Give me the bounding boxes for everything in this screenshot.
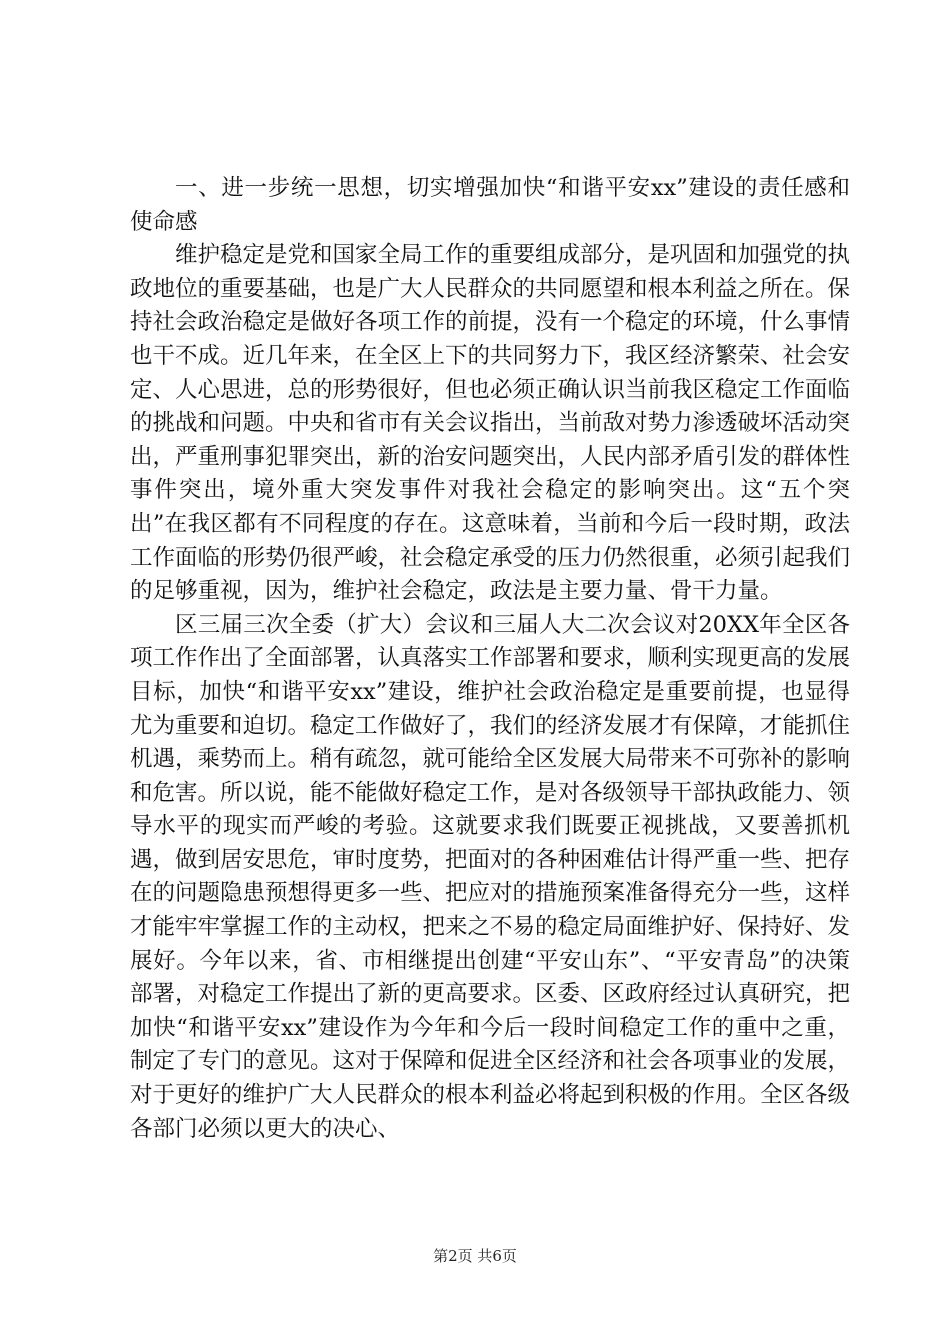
- body-paragraph: 维护稳定是党和国家全局工作的重要组成部分，是巩固和加强党的执政地位的重要基础，也是广大人民群众的共同愿望和根本利益之所在。保持社会政治稳定是做好各项工作的前提，没有一个稳定的环境，什么事情也干不成。近几年来，在全区上下的共同努力下，我区经济繁荣、社会安定、人心思进，总的形势很好，但也必须正确认识当前我区稳定工作面临的挑战和问题。中央和省市有关会议指出，当前敌对势力渗透破坏活动突出，严重刑事犯罪突出，新的治安问题突出，人民内部矛盾引发的群体性事件突出，境外重大突发事件对我社会稳定的影响突出。这“五个突出”在我区都有不同程度的存在。这意味着，当前和今后一段时期，政法工作面临的形势仍很严峻，社会稳定承受的压力仍然很重，必须引起我们的足够重视，因为，维护社会稳定，政法是主要力量、骨干力量。: [130, 242, 851, 605]
- document-body: [130, 172, 850, 1146]
- body-paragraph: 区三届三次全委（扩大）会议和三届人大二次会议对20XX年全区各项工作作出了全面部署，认真落实工作部署和要求，顺利实现更高的发展目标，加快“和谐平安xx”建设，维护社会政治稳定是重要前提，也显得尤为重要和迫切。稳定工作做好了，我们的经济发展才有保障，才能抓住机遇，乘势而上。稍有疏忽，就可能给全区发展大局带来不可弥补的影响和危害。所以说，能不能做好稳定工作，是对各级领导干部执政能力、领导水平的现实而严峻的考验。这就要求我们既要正视挑战，又要善抓机遇，做到居安思危，审时度势，把面对的各种困难估计得严重一些、把存在的问题隐患预想得更多一些、把应对的措施预案准备得充分一些，这样才能牢牢掌握工作的主动权，把来之不易的稳定局面维护好、保持好、发展好。今年以来，省、市相继提出创建“平安山东”、“平安青岛”的决策部署，对稳定工作提出了新的更高要求。区委、区政府经过认真研究，把加快“和谐平安xx”建设作为今年和今后一段时间稳定工作的重中之重，制定了专门的意见。这对于保障和促进全区经济和社会各项事业的发展，对于更好的维护广大人民群众的根本利益必将起到积极的作用。全区各级各部门必须以更大的决心、: [130, 611, 851, 1142]
- page-number-label: 第2页 共6页: [433, 1247, 517, 1265]
- page-footer: [0, 1245, 950, 1266]
- section-heading: 一、进一步统一思想，切实增强加快“和谐平安xx”建设的责任感和使命感: [130, 175, 850, 235]
